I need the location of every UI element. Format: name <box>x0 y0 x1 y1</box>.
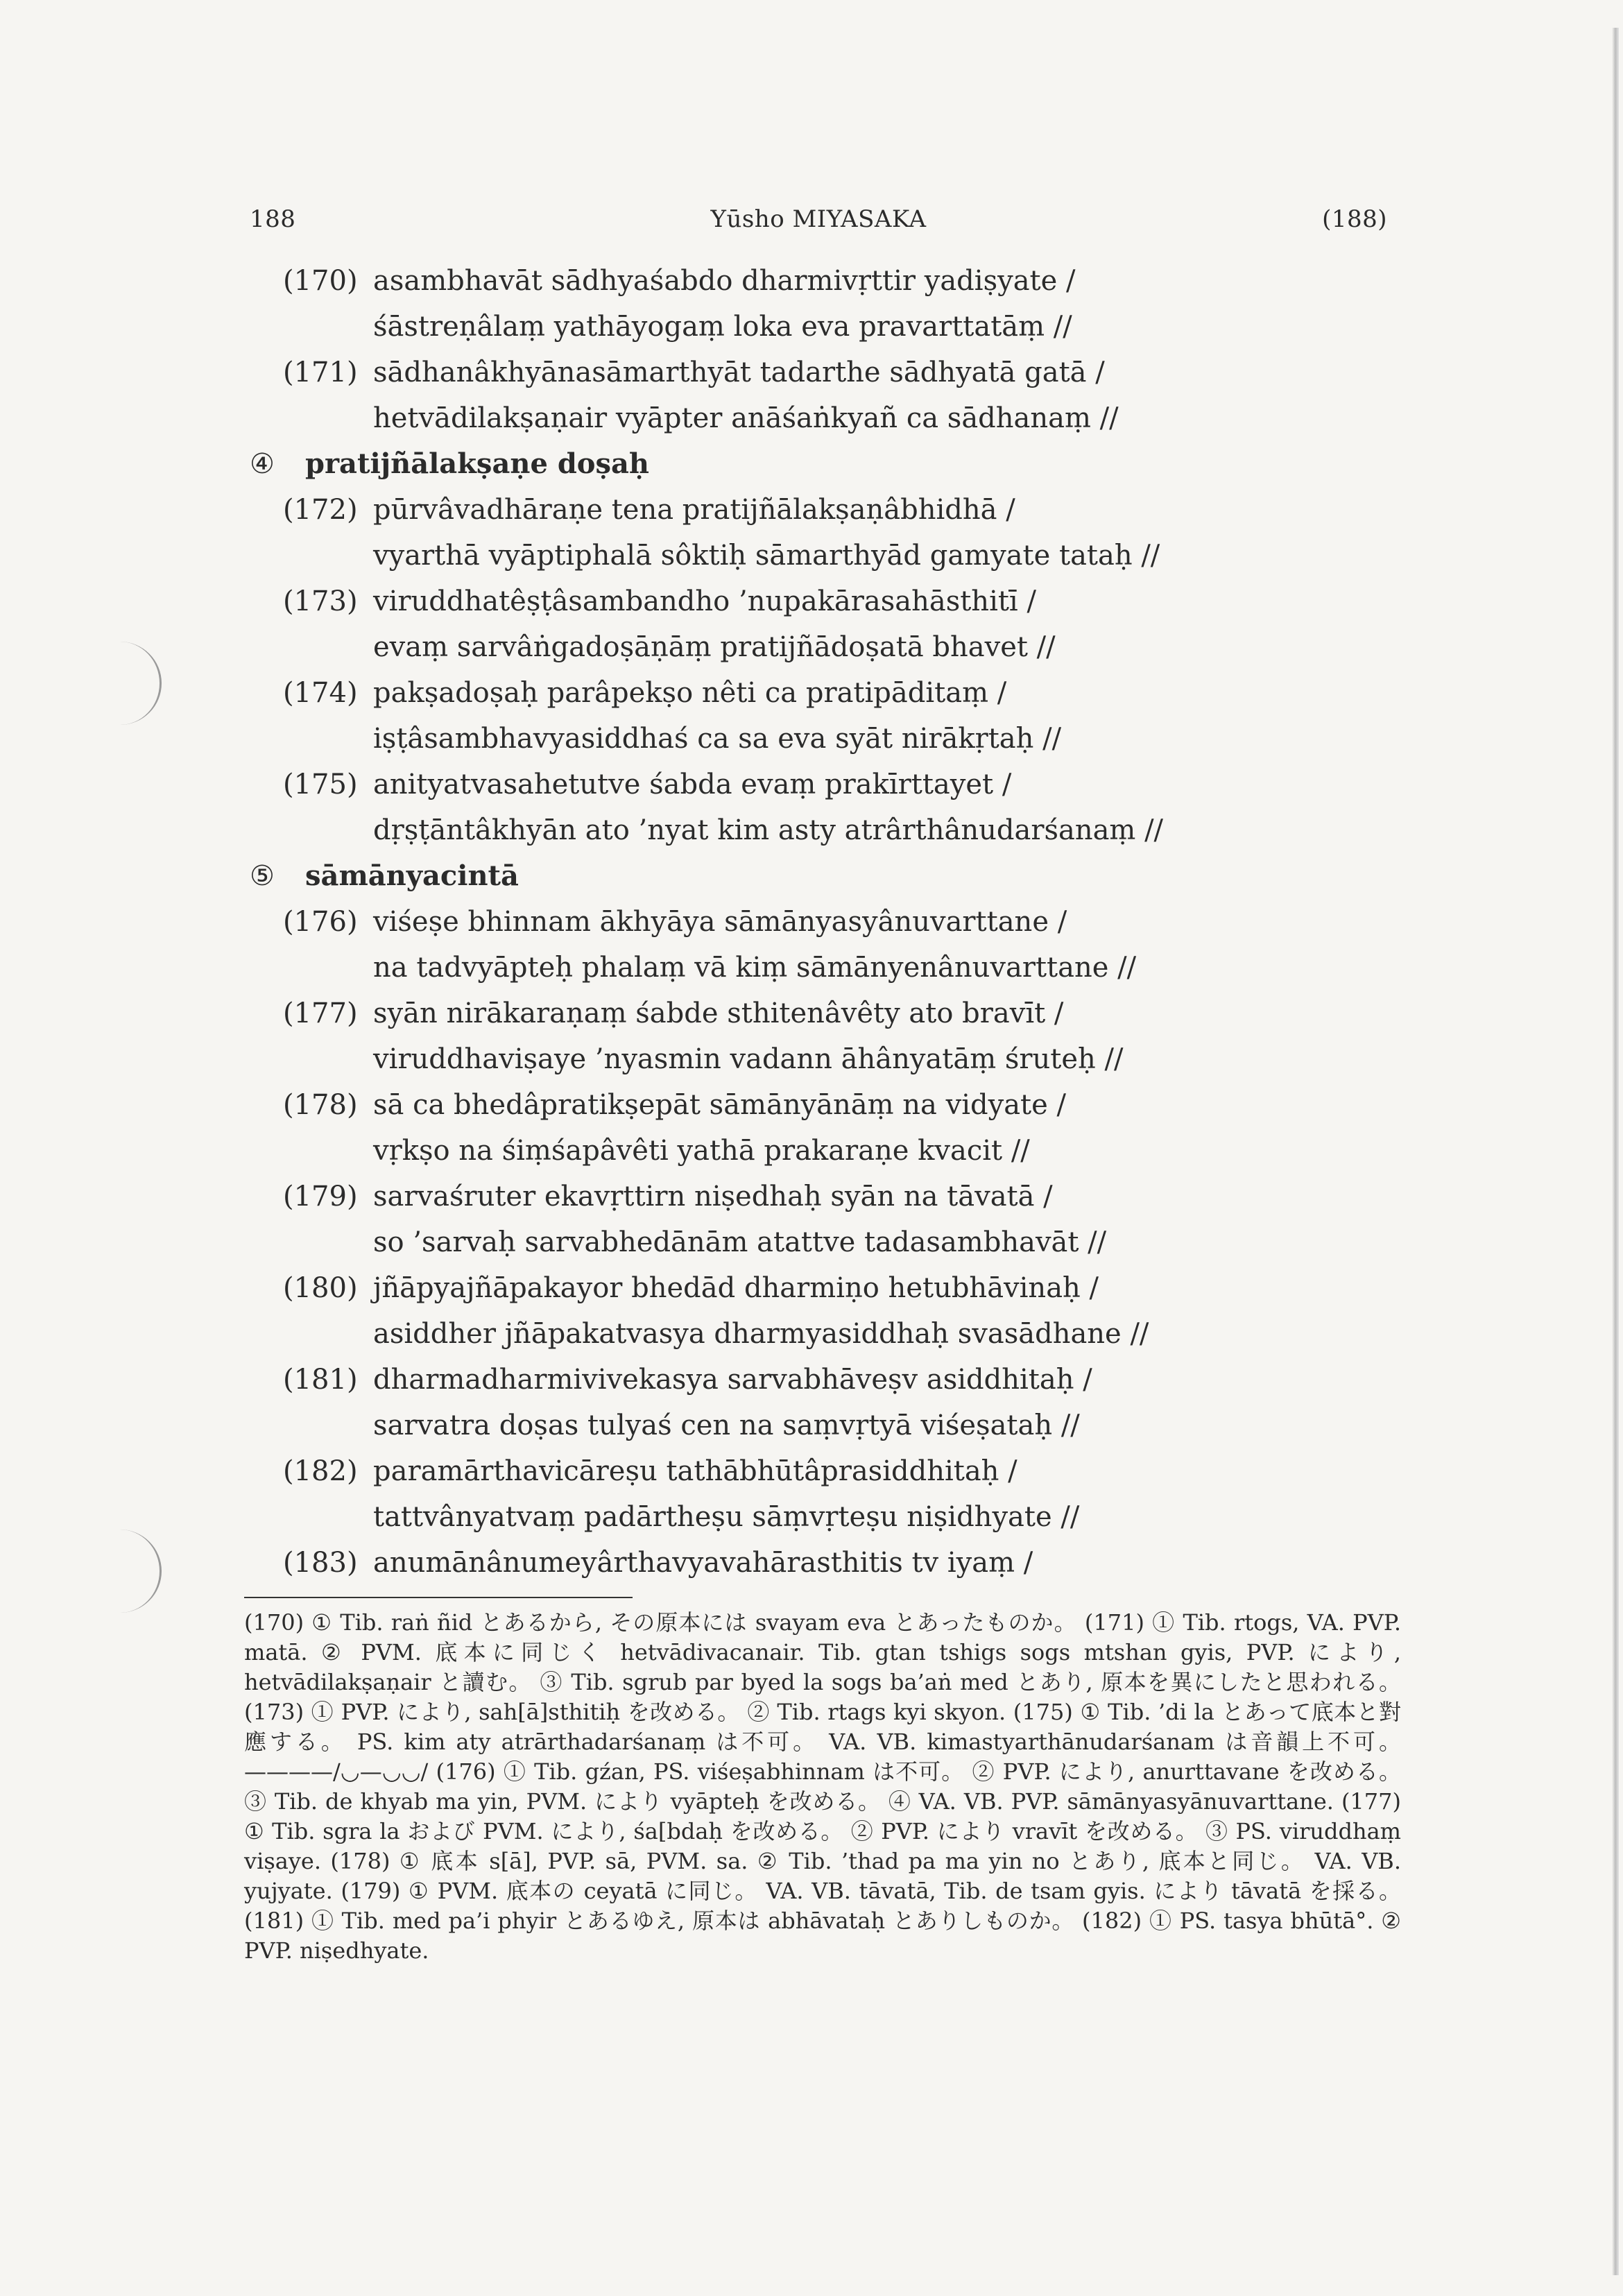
verse-line <box>250 350 1401 395</box>
section-title: sāmānyacintā <box>305 859 519 892</box>
verse-line <box>250 991 1401 1036</box>
verse-line <box>250 1174 1401 1219</box>
verse-line <box>250 1082 1401 1128</box>
verse-pada-b: vyarthā vyāptiphalā sôktiḥ sāmarthyād gamyate tataḥ // <box>373 540 1160 572</box>
author-name: Yūsho MIYASAKA <box>710 205 927 233</box>
verse-number: (172) <box>283 494 358 526</box>
verse-pada-a: syān nirākaraṇaṃ śabde sthitenâvêty ato bravīt / <box>373 997 1064 1029</box>
verse-pada-b: tattvânyatvaṃ padārtheṣu sāṃvṛteṣu niṣidhyate // <box>373 1501 1080 1533</box>
verse-line <box>250 487 1401 533</box>
section-marker: ⑤ <box>250 860 275 892</box>
verse-number: (176) <box>283 906 358 938</box>
verse-pada-b: evaṃ sarvâṅgadoṣāṇāṃ pratijñādoṣatā bhavet // <box>373 631 1056 663</box>
verse-line <box>250 899 1401 945</box>
verse-number: (179) <box>283 1181 358 1213</box>
verse-pada-b: vṛkṣo na śiṃśapâvêti yathā prakaraṇe kvacit // <box>373 1135 1030 1167</box>
verse-pada-a: dharmadharmivivekasya sarvabhāveṣv asiddhitaḥ / <box>373 1364 1092 1396</box>
verse-pada-a: sādhanâkhyānasāmarthyāt tadarthe sādhyatā gatā / <box>373 357 1105 388</box>
section-title: pratijñālakṣaṇe doṣaḥ <box>305 447 649 480</box>
section-marker: ④ <box>250 448 275 480</box>
verse-pada-a: pakṣadoṣaḥ parâpekṣo nêti ca pratipāditaṃ / <box>373 677 1007 709</box>
section-heading <box>250 441 1401 487</box>
scan-edge <box>1612 28 1619 2275</box>
verse-number: (170) <box>283 265 358 297</box>
verse-pada-a: viruddhatêṣṭâsambandho ’nupakārasahāsthitī / <box>373 585 1036 617</box>
verse-pada-a: sarvaśruter ekavṛttirn niṣedhaḥ syān na tāvatā / <box>373 1181 1053 1213</box>
verse-number: (174) <box>283 677 358 709</box>
verse-pada-b: sarvatra doṣas tulyaś cen na saṃvṛtyā viśeṣataḥ // <box>373 1410 1080 1441</box>
verse-text <box>250 258 1401 1586</box>
verse-number: (177) <box>283 997 358 1029</box>
verse-pada-b: na tadvyāpteḥ phalaṃ vā kiṃ sāmānyenânuvarttane // <box>373 952 1137 984</box>
section-number: (188) <box>1322 205 1387 233</box>
verse-line <box>250 1448 1401 1494</box>
verse-line <box>250 670 1401 716</box>
verse-pada-b: śāstreṇâlaṃ yathāyogaṃ loka eva pravarttatāṃ // <box>373 311 1072 343</box>
verse-pada-a: asambhavāt sādhyaśabdo dharmivṛttir yadiṣyate / <box>373 265 1076 297</box>
verse-pada-a: sā ca bhedâpratikṣepāt sāmānyānāṃ na vidyate / <box>373 1089 1066 1121</box>
running-header <box>250 205 1387 240</box>
punch-hole-mark <box>118 1530 162 1613</box>
verse-pada-b: iṣṭâsambhavyasiddhaś ca sa eva syāt nirākṛtaḥ // <box>373 723 1062 755</box>
verse-number: (182) <box>283 1455 358 1487</box>
verse-pada-a: anityatvasahetutve śabda evaṃ prakīrttayet / <box>373 769 1012 800</box>
verse-pada-a: jñāpyajñāpakayor bhedād dharmiṇo hetubhāvinaḥ / <box>373 1272 1099 1304</box>
verse-pada-a: pūrvâvadhāraṇe tena pratijñālakṣaṇâbhidhā / <box>373 494 1015 526</box>
verse-number: (173) <box>283 585 358 617</box>
verse-pada-b: dṛṣṭāntâkhyān ato ’nyat kim asty atrârthânudarśanaṃ // <box>373 814 1164 846</box>
page-number: 188 <box>250 205 296 233</box>
verse-number: (180) <box>283 1272 358 1304</box>
verse-number: (178) <box>283 1089 358 1121</box>
punch-hole-mark <box>118 642 162 725</box>
footnotes: (170) ① Tib. raṅ ñid とあるから, その原本には svayam eva とあったものか。 (171) ① Tib. rtogs, VA. PVP. matā. ② PVM. 底本に同じく hetvādivacanair. Tib. gtan tshigs sogs mtshan gyis, PVP. により, hetvādilakṣaṇair と讀む。 ③ Tib. sgrub par byed la sogs ba’aṅ med とあり, 原本を異にしたと思われる。 (173) ① PVP. により, sah[ā]sthitiḥ を改める。 ② Tib. rtags kyi skyon. (175) ① Tib. ’di la とあって底本と對應する。 PS. kim aty atrārthadarśanaṃ は不可。 VA. VB. kimastyarthānudarśanam は音韻上不可。 ————/◡—◡◡/ (176) ① Tib. gźan, PS. viśeṣabhinnam は不可。 ② PVP. により, anurttavane を改める。 ③ Tib. de khyab ma yin, PVM. により vyāpteḥ を改める。 ④ VA. VB. PVP. sāmānyasyānuvarttane. (177) ① Tib. sgra la および PVM. により, śa[bdaḥ を改める。 ② PVP. により vravīt を改める。 ③ PS. viruddhaṃ viṣaye. (178) ① 底本 s[ā], PVP. sā, PVM. sa. ② Tib. ’thad pa ma yin no とあり, 底本と同じ。 VA. VB. yujyate. (179) ① PVM. 底本の ceyatā に同じ。 VA. VB. tāvatā, Tib. de tsam gyis. により tāvatā を採る。 (181) ① Tib. med pa’i phyir とあるゆえ, 原本は abhāvataḥ とありしものか。 (182) ① PS. tasya bhūtā°. ② PVP. niṣedhyate. <box>244 1609 1401 1964</box>
verse-line <box>250 762 1401 807</box>
verse-line <box>250 258 1401 304</box>
verse-pada-b: hetvādilakṣaṇair vyāpter anāśaṅkyañ ca sādhanaṃ // <box>373 402 1119 434</box>
footnote-divider <box>244 1597 633 1598</box>
verse-number: (171) <box>283 357 358 388</box>
verse-pada-a: anumānânumeyârthavyavahārasthitis tv iyaṃ / <box>373 1547 1033 1579</box>
verse-line <box>250 579 1401 624</box>
verse-line <box>250 1540 1401 1586</box>
section-heading <box>250 853 1401 899</box>
verse-number: (175) <box>283 769 358 800</box>
verse-line <box>250 1357 1401 1403</box>
verse-pada-b: asiddher jñāpakatvasya dharmyasiddhaḥ svasādhane // <box>373 1318 1149 1350</box>
verse-pada-b: viruddhaviṣaye ’nyasmin vadann āhânyatāṃ śruteḥ // <box>373 1043 1124 1075</box>
verse-pada-a: viśeṣe bhinnam ākhyāya sāmānyasyânuvarttane / <box>373 906 1067 938</box>
verse-pada-a: paramārthavicāreṣu tathābhūtâprasiddhitaḥ / <box>373 1455 1017 1487</box>
verse-pada-b: so ’sarvaḥ sarvabhedānām atattve tadasambhavāt // <box>373 1226 1107 1258</box>
verse-number: (183) <box>283 1547 358 1579</box>
verse-line <box>250 1265 1401 1311</box>
verse-number: (181) <box>283 1364 358 1396</box>
